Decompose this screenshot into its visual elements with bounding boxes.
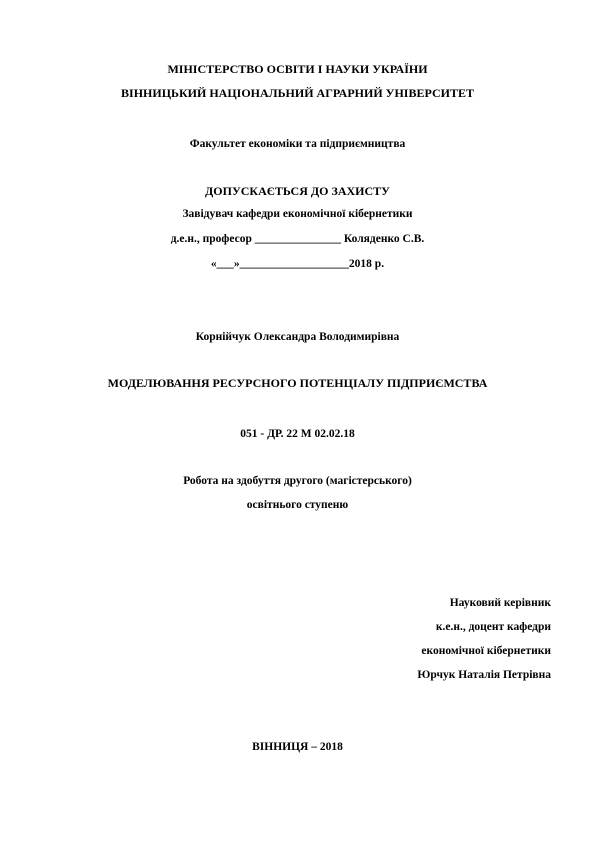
work-type-line-2: освітнього ступеню [246,499,349,511]
supervisor-name: Юрчук Наталія Петрівна [417,669,551,681]
approval-degree: д.е.н., професор [170,233,252,245]
thesis-code: 051 - ДР. 22 М 02.02.18 [240,428,355,440]
approval-title: ДОПУСКАЄТЬСЯ ДО ЗАХИСТУ [205,184,390,198]
date-day-blank: «___» [210,258,240,270]
university-heading: ВІННИЦЬКИЙ НАЦІОНАЛЬНИЙ АГРАРНИЙ УНІВЕРСИТЕТ [121,86,474,100]
author-name: Корнійчук Олександра Володимирівна [195,331,400,343]
supervisor-label: Науковий керівник [449,597,551,609]
signature-blank: _______________ [254,233,341,245]
faculty-label: Факультет економіки та підприємництва [189,138,406,150]
work-type-line-1: Робота на здобуття другого (магістерського) [183,475,412,487]
approval-signature-line [0,233,595,245]
approval-head-name: Коляденко С.В. [343,233,425,245]
supervisor-department: економічної кібернетики [421,645,551,657]
ministry-heading: МІНІСТЕРСТВО ОСВІТИ І НАУКИ УКРАЇНИ [167,62,428,76]
thesis-title: МОДЕЛЮВАННЯ РЕСУРСНОГО ПОТЕНЦІАЛУ ПІДПРИЄМСТВА [107,376,488,390]
supervisor-degree: к.е.н., доцент кафедри [435,621,551,633]
approval-position: Завідувач кафедри економічної кібернетики [182,208,413,220]
city-year: ВІННИЦЯ – 2018 [252,741,343,753]
date-year: 2018 р. [348,258,385,270]
date-month-blank: ___________________ [239,258,349,270]
approval-date-line [0,258,595,270]
